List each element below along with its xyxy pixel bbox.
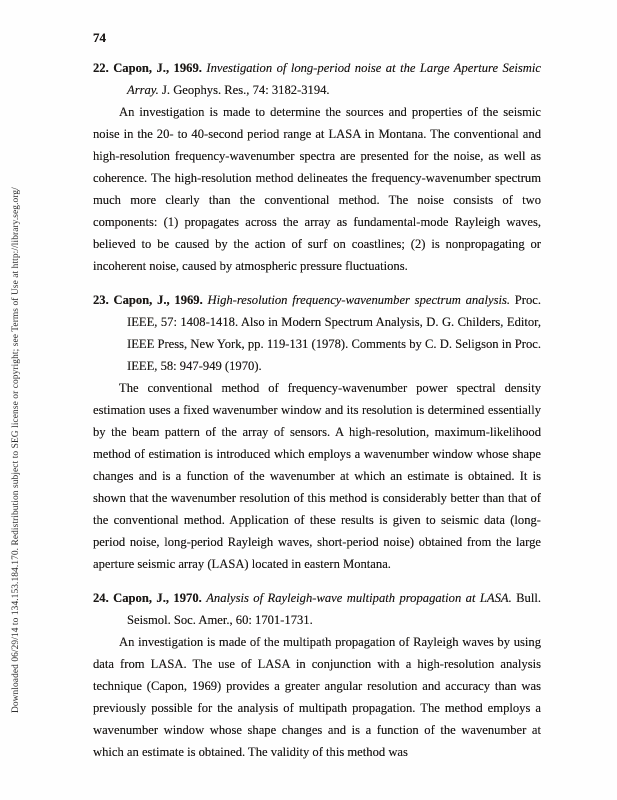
citation-author-year: 23. Capon, J., 1969. <box>93 293 203 307</box>
bibliography-entry-22 <box>93 57 541 277</box>
citation-title: Investigation of long-period noise at the Large Aperture Seismic Array. <box>127 61 541 97</box>
abstract-text: The conventional method of frequency-wavenumber power spectral density estimation uses a fixed wavenumber window and its resolution is determined essentially by the beam pattern of the array of sensors. A high-resolution, maximum-likelihood method of estimation is introduced which employs a wavenumber window whose shape changes and is a function of the wavenumber at which an estimate is obtained. It is shown that the wavenumber resolution of this method is considerably better than that of the conventional method. Application of these results is given to seismic data (long-period noise, long-period Rayleigh waves, short-period noise) obtained from the large aperture seismic array (LASA) located in eastern Montana. <box>93 381 541 571</box>
library-watermark-text: Downloaded 06/29/14 to 134.153.184.170. Redistribution subject to SEG license or copyright; see Terms of Use at http://library.seg.org/ <box>11 187 21 713</box>
citation-source: J. Geophys. Res., 74: 3182-3194. <box>162 83 330 97</box>
page-number: 74 <box>93 30 106 45</box>
citation-source: Proc. IEEE, 57: 1408-1418. Also in Modern Spectrum Analysis, D. G. Childers, Editor, IEEE Press, New York, pp. 119-131 (1978). Comments by C. D. Seligson in Proc. IEEE, 58: 947-949 (1970). <box>127 293 541 373</box>
citation-source: Bull. Seismol. Soc. Amer., 60: 1701-1731. <box>127 591 541 627</box>
page-content <box>93 30 541 763</box>
bibliography-entry-23 <box>93 289 541 575</box>
citation <box>93 587 541 631</box>
citation <box>93 57 541 101</box>
citation-author-year: 24. Capon, J., 1970. <box>93 591 202 605</box>
abstract-text: An investigation is made to determine the sources and properties of the seismic noise in the 20- to 40-second period range at LASA in Montana. The conventional and high-resolution frequency-wavenumber spectra are presented for the noise, as well as coherence. The high-resolution method delineates the frequency-wavenumber spectrum much more clearly than the conventional method. The noise consists of two components: (1) propagates across the array as fundamental-mode Rayleigh waves, believed to be caused by the action of surf on coastlines; (2) is nonpropagating or incoherent noise, caused by atmospheric pressure fluctuations. <box>93 105 541 273</box>
citation-title: Analysis of Rayleigh-wave multipath propagation at LASA. <box>206 591 512 605</box>
citation-title: High-resolution frequency-wavenumber spectrum analysis. <box>207 293 511 307</box>
abstract-text: An investigation is made of the multipath propagation of Rayleigh waves by using data from LASA. The use of LASA in conjunction with a high-resolution analysis technique (Capon, 1969) provides a greater angular resolution and accuracy than was previously possible for the analysis of multipath propagation. The method employs a wavenumber window whose shape changes and is a function of the wavenumber at which an estimate is obtained. The validity of this method was <box>93 635 541 759</box>
citation <box>93 289 541 377</box>
bibliography-entry-24 <box>93 587 541 763</box>
citation-author-year: 22. Capon, J., 1969. <box>93 61 202 75</box>
